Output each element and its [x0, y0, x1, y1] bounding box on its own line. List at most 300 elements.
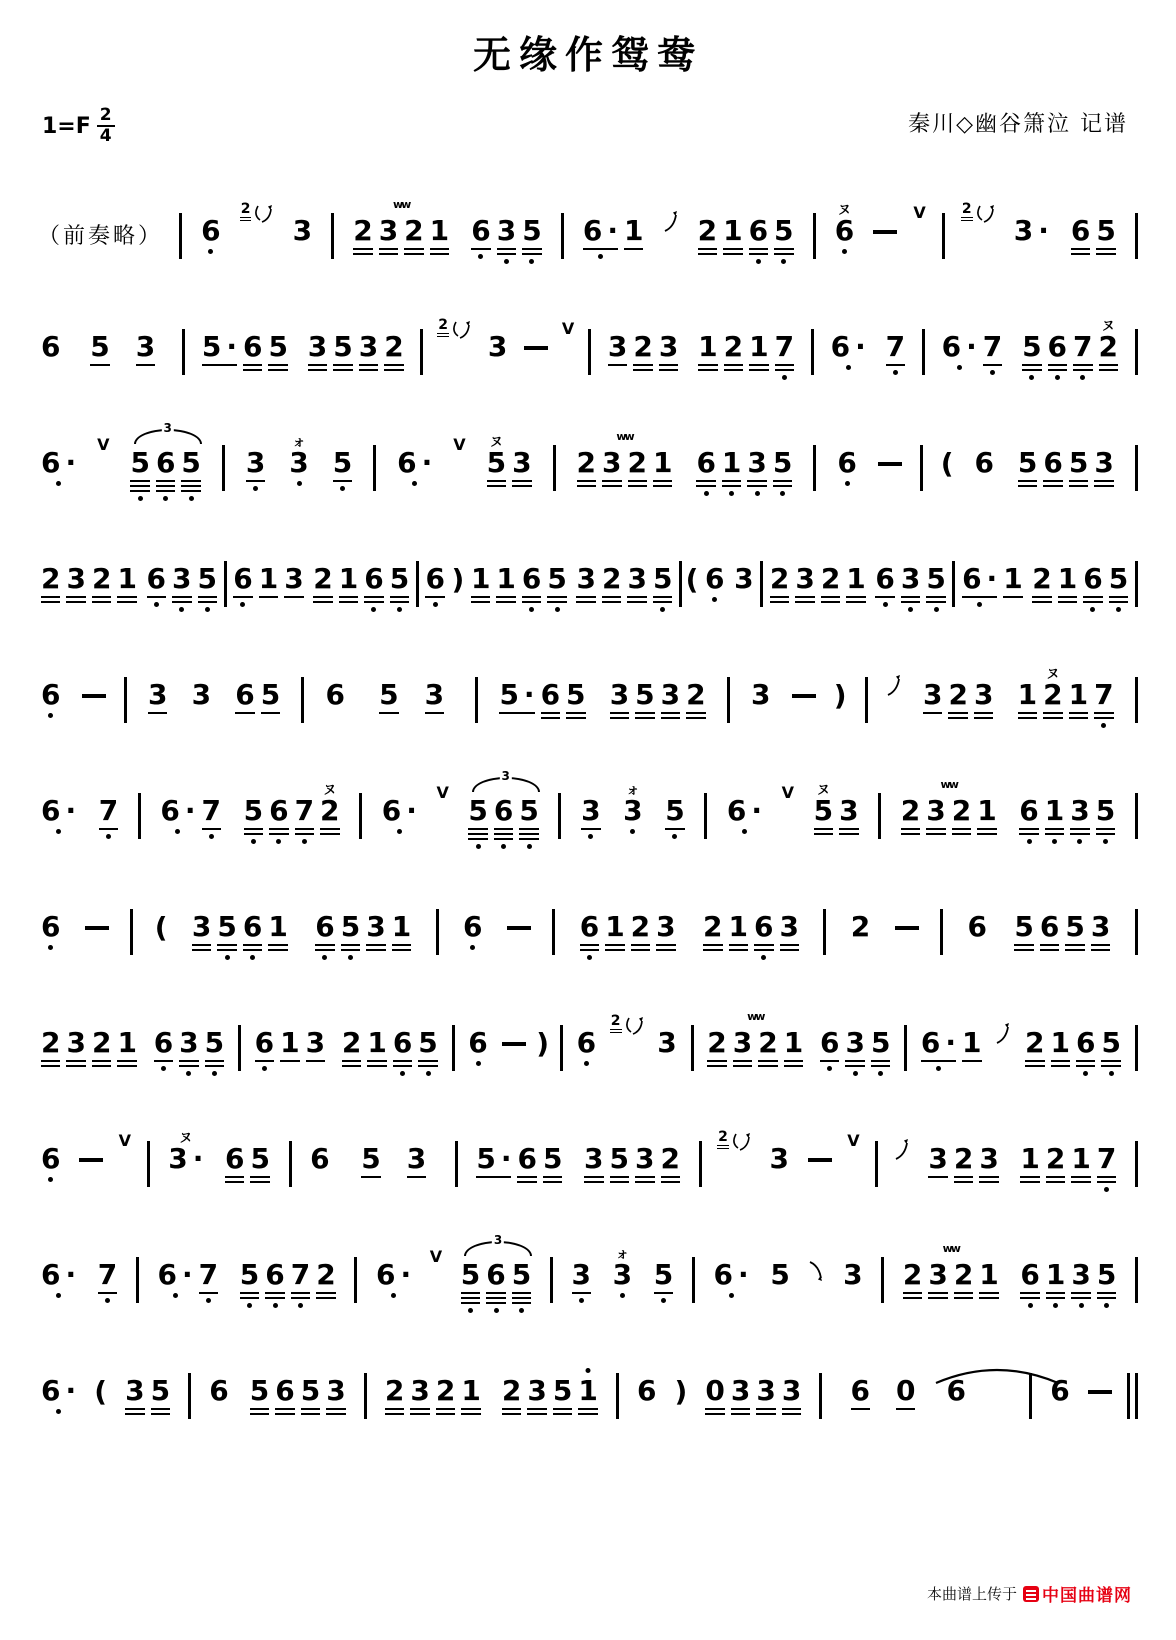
note-group [900, 1242, 1002, 1299]
note-digit: 3 [135, 330, 156, 363]
note [338, 910, 363, 960]
beam-underline [527, 1408, 546, 1411]
beam-underline [385, 1408, 404, 1411]
note [350, 214, 375, 255]
beam-underline [418, 1060, 437, 1063]
augmentation-dot: · [421, 446, 433, 479]
note-group [702, 1374, 804, 1415]
note-digit: 2 [820, 562, 841, 595]
note [898, 794, 923, 835]
low-octave-dot [1053, 1303, 1058, 1308]
beam-underline [1018, 480, 1037, 483]
low-octave-dot [504, 259, 509, 264]
low-octave-dot [782, 375, 787, 380]
note-digit: 2 [697, 214, 718, 247]
beam-underline [1051, 1065, 1070, 1068]
beam-underline [320, 828, 339, 831]
note-group [206, 1374, 231, 1407]
note-digit: 1 [605, 910, 625, 943]
note-digit: 6 [1076, 1026, 1096, 1059]
note [702, 1374, 727, 1415]
note-group [465, 769, 541, 849]
note-group [422, 562, 447, 607]
beam-underline [291, 1292, 310, 1295]
low-octave-dot [212, 1071, 217, 1076]
beam-underline [461, 1297, 480, 1300]
note [883, 1374, 928, 1410]
note [123, 330, 168, 366]
beam-underline [1101, 1060, 1120, 1063]
note-group [458, 1233, 534, 1313]
beam-underline [821, 596, 840, 599]
note-group [1015, 667, 1117, 728]
beam-underline [661, 712, 680, 715]
note-digit: 7 [1094, 678, 1114, 711]
duration-dash [79, 1158, 103, 1162]
low-octave-dot [781, 259, 786, 264]
augmentation-dot: · [945, 1026, 957, 1059]
beam-underline [731, 1408, 750, 1411]
note-digit: 3 [172, 562, 192, 595]
note [653, 910, 678, 951]
note-digit: 1 [749, 330, 769, 363]
beam-underline [1071, 1176, 1090, 1179]
low-octave-dot [56, 1409, 61, 1414]
note-digit: 6 [364, 562, 384, 595]
note-digit: 6 [834, 214, 855, 247]
note-digit: 5 [519, 794, 539, 827]
note-digit: 1 [1044, 794, 1065, 827]
watermark [927, 1581, 1132, 1606]
beam-underline [871, 1065, 890, 1068]
note [390, 1026, 415, 1076]
note [176, 1026, 201, 1076]
barline [1135, 1141, 1138, 1187]
note [656, 330, 681, 371]
augmentation-dot: · [607, 214, 618, 247]
note [632, 1142, 657, 1183]
beam-underline [547, 601, 566, 604]
note-digit: 5 [635, 678, 655, 711]
breath-mark-icon: V [436, 783, 449, 802]
note-digit: 3 [1090, 910, 1111, 943]
note [959, 562, 1000, 607]
note-digit: 6 [41, 1258, 61, 1291]
beam-underline [1096, 828, 1115, 831]
low-octave-dot [48, 713, 53, 718]
note-digit: 2 [1098, 330, 1118, 363]
beam-underline [202, 364, 237, 367]
low-octave-dot [348, 955, 353, 960]
note [298, 1374, 323, 1415]
note [1067, 794, 1092, 844]
duration-dash [873, 230, 897, 234]
note-group [465, 1026, 490, 1066]
note [1043, 1258, 1068, 1308]
low-octave-dot [712, 597, 717, 602]
note-digit: 5 [333, 330, 353, 363]
note [1011, 214, 1052, 247]
note-digit: 5 [1068, 446, 1089, 479]
beam-underline [410, 1408, 429, 1411]
note [38, 910, 63, 950]
note-group [237, 1258, 339, 1308]
note [777, 910, 802, 951]
note-digit: 2 [630, 910, 651, 943]
note-digit: 7 [294, 794, 315, 827]
low-octave-dot [250, 955, 255, 960]
beam-underline [974, 712, 993, 715]
note-digit: 0 [705, 1374, 725, 1407]
note [38, 678, 63, 718]
score-line-4 [38, 562, 1138, 615]
beam-underline [1094, 485, 1113, 488]
note-digit: 5 [926, 562, 946, 595]
final-barline [1127, 1373, 1138, 1419]
beam-underline [1083, 601, 1102, 604]
beam-underline [696, 485, 715, 488]
note [230, 562, 255, 607]
beam-underline [1071, 1297, 1090, 1300]
beam-underline [364, 601, 383, 604]
beam-underline [217, 944, 236, 947]
beam-underline [698, 253, 717, 256]
beam-underline [610, 712, 629, 715]
technique-mark-icon: ヌ [837, 203, 851, 218]
parenthesis: ) [536, 1027, 550, 1060]
note-group [834, 446, 859, 486]
note-digit: 6 [962, 562, 982, 595]
note [198, 214, 223, 254]
low-octave-dot [48, 945, 53, 950]
note-digit: 5 [260, 678, 281, 711]
low-octave-dot [893, 370, 898, 375]
note-digit: 2 [951, 794, 972, 827]
low-octave-dot [555, 607, 560, 612]
beam-underline [265, 1297, 284, 1300]
note-group [724, 794, 765, 834]
beam-underline [313, 596, 332, 599]
note-digit: 6 [967, 910, 987, 943]
parenthesis: ) [451, 563, 465, 596]
note [730, 1026, 755, 1067]
note-digit: 5 [552, 1374, 573, 1407]
note-digit: 6 [315, 910, 335, 943]
beam-underline [1014, 944, 1033, 947]
barline [124, 677, 127, 723]
note-digit: 5 [332, 446, 353, 479]
beam-underline [784, 1065, 803, 1068]
grace-ornament-icon: 2 [717, 1130, 751, 1160]
barline [552, 909, 555, 955]
beam-underline [379, 253, 398, 256]
note [792, 562, 817, 603]
beam-underline [497, 253, 516, 256]
beam-underline [659, 364, 678, 367]
beam-underline [243, 949, 262, 952]
beam-underline [147, 596, 166, 599]
note-digit: 1 [391, 910, 412, 943]
technique-mark-icon: ォ [615, 1247, 629, 1262]
note [157, 794, 198, 834]
note-group [634, 1374, 659, 1407]
note-group [828, 330, 869, 370]
beam-underline [1043, 712, 1062, 715]
note [693, 446, 718, 496]
beam-underline [1022, 364, 1041, 367]
beam-underline [269, 828, 288, 831]
beam-underline [393, 1060, 412, 1063]
beam-underline [1065, 944, 1084, 947]
note-digit: 3 [1094, 446, 1114, 479]
note [1094, 1258, 1119, 1308]
note [650, 446, 675, 487]
note [544, 562, 569, 612]
note-group [230, 562, 306, 607]
beam-underline [250, 1413, 269, 1416]
beam-underline [519, 838, 538, 841]
note-group [700, 910, 802, 960]
beam-underline [1020, 1181, 1039, 1184]
meta-row [0, 107, 1176, 145]
barline [922, 329, 925, 375]
note-digit: 7 [98, 794, 119, 827]
note [838, 1374, 883, 1410]
beam-underline [255, 1060, 274, 1063]
beam-underline [731, 1413, 750, 1416]
note [1073, 1026, 1098, 1076]
note-digit: 6 [1083, 562, 1103, 595]
beam-underline [136, 364, 155, 367]
barline [238, 1025, 241, 1071]
note-group [925, 1142, 1001, 1183]
note-digit: 5 [547, 562, 567, 595]
beam-underline [773, 485, 792, 488]
note-digit: 7 [1096, 1142, 1117, 1175]
time-signature [97, 107, 115, 145]
beam-underline [280, 1060, 299, 1063]
beam-underline [243, 364, 262, 367]
beam-underline [901, 596, 920, 599]
low-octave-dot [189, 496, 194, 501]
trill-icon: ww [393, 198, 410, 211]
note-digit: 3 [581, 794, 601, 827]
low-octave-dot [412, 481, 417, 486]
beam-underline [1018, 485, 1037, 488]
beam-underline [353, 253, 372, 256]
beam-underline [722, 485, 741, 488]
note-group [38, 1142, 63, 1182]
note [538, 678, 563, 719]
barline [1135, 1025, 1138, 1071]
note-digit: 5 [460, 1258, 481, 1291]
note [724, 794, 765, 834]
low-octave-dot [163, 496, 168, 501]
note-group [305, 330, 407, 371]
low-octave-dot [1101, 723, 1106, 728]
beam-underline [353, 248, 372, 251]
beam-underline [243, 369, 262, 372]
triplet-bracket-icon: 3 [472, 777, 540, 792]
low-octave-dot [56, 1293, 61, 1298]
note-digit: 2 [850, 910, 871, 943]
note-digit: 3 [627, 562, 647, 595]
beam-underline [1096, 253, 1115, 256]
barline [420, 329, 423, 375]
note [237, 1258, 262, 1308]
low-octave-dot [494, 1308, 499, 1313]
beam-underline [1019, 828, 1038, 831]
note-digit: 2 [660, 1142, 680, 1175]
beam-underline [1018, 717, 1037, 720]
beam-underline [758, 1060, 777, 1063]
beam-underline [461, 1302, 480, 1305]
note [493, 562, 518, 603]
note-group [662, 794, 687, 839]
note [258, 678, 283, 714]
note [1048, 1026, 1073, 1067]
beam-underline [1046, 1181, 1065, 1184]
note [38, 1374, 79, 1414]
beam-underline [41, 1060, 60, 1063]
beam-underline [851, 1408, 870, 1411]
barline [1135, 1257, 1138, 1303]
note-digit: 2 [686, 678, 706, 711]
note-digit: 6 [819, 1026, 840, 1059]
augmentation-dot: · [400, 1258, 412, 1291]
note-group [1068, 214, 1119, 255]
note [394, 446, 435, 486]
note-digit: 3 [602, 446, 622, 479]
augmentation-dot: · [184, 794, 196, 827]
note-digit: 1 [652, 446, 673, 479]
note [155, 1258, 196, 1298]
beam-underline [1071, 248, 1090, 251]
technique-mark-icon: ヌ [489, 435, 503, 450]
beam-underline [948, 712, 967, 715]
note-group [1011, 910, 1113, 951]
beam-underline [635, 1176, 654, 1179]
note-digit: 1 [977, 794, 997, 827]
note [828, 330, 869, 370]
beam-underline [476, 1176, 511, 1179]
beam-underline [903, 1292, 922, 1295]
barline [878, 793, 881, 839]
note [848, 910, 873, 943]
note-digit: 5 [542, 1142, 563, 1175]
barline [359, 793, 362, 839]
note [290, 214, 315, 247]
note-digit: 6 [486, 1258, 506, 1291]
beam-underline [496, 601, 515, 604]
barline [436, 909, 439, 955]
note-digit: 2 [900, 794, 921, 827]
slide-up-icon [663, 209, 679, 237]
note-digit: 5 [250, 1142, 270, 1175]
note-digit: 2 [41, 1026, 61, 1059]
beam-underline [425, 596, 444, 599]
note-digit: 6 [850, 1374, 870, 1407]
note [1029, 562, 1054, 603]
beam-underline [979, 1176, 998, 1179]
note [1017, 1258, 1042, 1308]
note-digit: 1 [1068, 678, 1089, 711]
note [842, 1026, 867, 1076]
low-octave-dot [1055, 375, 1060, 380]
beam-underline [151, 1413, 170, 1416]
beam-underline [1058, 596, 1077, 599]
beam-underline [199, 1292, 218, 1295]
low-octave-dot [391, 1293, 396, 1298]
note-digit: 3 [734, 562, 754, 595]
note [569, 1258, 594, 1303]
note [145, 678, 170, 714]
note-digit: 5 [609, 1142, 630, 1175]
low-octave-dot [209, 834, 214, 839]
beam-underline [181, 490, 200, 493]
score [0, 198, 1176, 1427]
low-octave-dot [756, 259, 761, 264]
note-digit: 3 [979, 1142, 999, 1175]
note-digit: 2 [576, 446, 597, 479]
trill-icon: ww [616, 430, 633, 443]
note [781, 1026, 806, 1067]
note-group [38, 562, 140, 603]
note-digit: 6 [397, 446, 417, 479]
beam-underline [1094, 712, 1113, 715]
note [599, 562, 624, 603]
note-group [702, 562, 727, 602]
note [214, 910, 239, 960]
note-group [155, 1258, 222, 1303]
augmentation-dot: · [65, 1374, 77, 1407]
beam-underline [313, 601, 332, 604]
note-group [607, 678, 709, 719]
beam-underline [729, 944, 748, 947]
low-octave-dot [173, 1293, 178, 1298]
note-group [971, 446, 996, 479]
beam-underline [656, 944, 675, 947]
note-digit: 2 [316, 1258, 336, 1291]
note [974, 794, 999, 835]
note [373, 1258, 414, 1298]
parenthesis: ( [94, 1375, 107, 1408]
note [771, 214, 796, 264]
beam-underline [512, 485, 531, 488]
note-group [767, 1142, 792, 1175]
beam-underline [393, 1065, 412, 1068]
duration-dash [1088, 1390, 1112, 1394]
low-octave-dot [598, 254, 603, 259]
low-octave-dot [205, 607, 210, 612]
note-digit: 2 [703, 910, 723, 943]
note [610, 1247, 635, 1298]
note [247, 1142, 272, 1183]
beam-underline [703, 944, 722, 947]
beam-underline [522, 253, 541, 256]
note [122, 1374, 147, 1415]
beam-underline [436, 1413, 455, 1416]
note-group [243, 446, 268, 491]
note-digit: 3 [607, 330, 628, 363]
note-digit: 6 [41, 1374, 61, 1407]
barline [920, 445, 923, 491]
augmentation-dot: · [226, 330, 237, 363]
low-octave-dot [501, 844, 506, 849]
beam-underline [333, 369, 352, 372]
beam-underline [268, 364, 287, 367]
note [422, 562, 447, 607]
